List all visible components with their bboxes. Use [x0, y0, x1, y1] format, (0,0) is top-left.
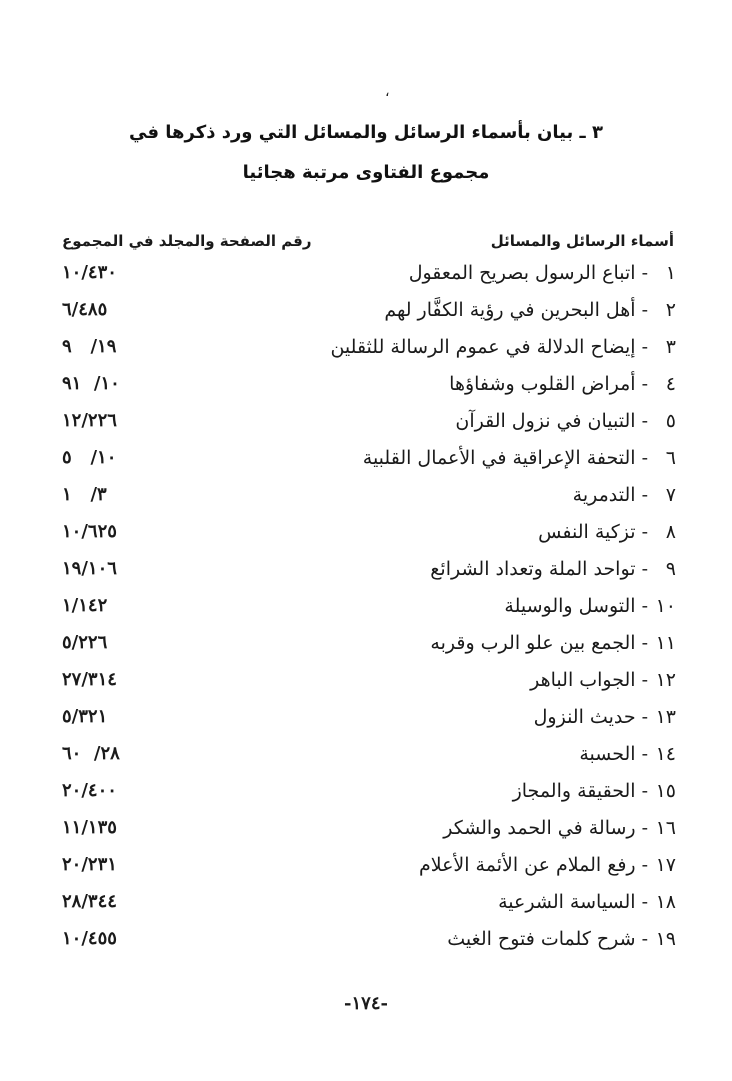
item-dash: -	[641, 928, 648, 950]
item-title	[449, 373, 676, 395]
item-dash: -	[641, 595, 648, 617]
item-dash: -	[641, 632, 648, 654]
item-name: الحسبة	[579, 743, 636, 765]
item-name: اتباع الرسول بصريح المعقول	[408, 262, 636, 284]
item-reference: ٥/٢٢٦	[62, 632, 108, 653]
list-item	[0, 743, 732, 780]
item-number: ١٥	[655, 780, 676, 802]
item-title	[409, 262, 676, 284]
item-dash: -	[641, 891, 648, 913]
item-dash: -	[641, 558, 648, 580]
item-name: التدمرية	[572, 484, 636, 506]
item-name: شرح كلمات فتوح الغيث	[447, 928, 636, 950]
item-reference: ٣/ ١	[62, 484, 107, 505]
item-reference: ٢٠/٤٠٠	[62, 780, 117, 801]
item-name: إيضاح الدلالة في عموم الرسالة للثقلين	[330, 336, 636, 358]
item-number: ١٨	[655, 891, 676, 913]
item-reference: ١٠/ ٩١	[62, 373, 120, 394]
item-title	[504, 595, 676, 617]
item-dash: -	[641, 410, 648, 432]
column-header-names: أسماء الرسائل والمسائل	[490, 232, 674, 250]
item-reference: ٢٨/ ٦٠	[62, 743, 120, 764]
item-number: ١١	[655, 632, 676, 654]
item-dash: -	[641, 521, 648, 543]
item-name: التبيان في نزول القرآن	[455, 410, 636, 432]
column-header-references: رقم الصفحة والمجلد في المجموع	[62, 232, 312, 250]
item-title	[530, 669, 676, 691]
item-dash: -	[641, 817, 648, 839]
item-title	[443, 817, 676, 839]
list-item	[0, 521, 732, 558]
item-title	[579, 743, 676, 765]
list-item	[0, 854, 732, 891]
item-dash: -	[641, 447, 648, 469]
item-title	[513, 780, 676, 802]
list-item	[0, 299, 732, 336]
item-title	[430, 632, 676, 654]
item-reference: ١٠/٤٥٥	[62, 928, 117, 949]
list-item	[0, 632, 732, 669]
item-title	[534, 706, 676, 728]
item-name: الجواب الباهر	[530, 669, 636, 691]
item-dash: -	[641, 373, 648, 395]
item-title	[363, 447, 676, 469]
list-item	[0, 669, 732, 706]
item-name: التحفة الإعراقية في الأعمال القلبية	[362, 447, 636, 469]
item-reference: ١٠/٦٢٥	[62, 521, 117, 542]
list-item	[0, 780, 732, 817]
item-dash: -	[641, 336, 648, 358]
item-dash: -	[641, 854, 648, 876]
item-reference: ٢٠/٢٣١	[62, 854, 117, 875]
item-number: ٧	[665, 484, 676, 506]
top-mark: ،	[385, 84, 390, 100]
item-number: ٥	[665, 410, 676, 432]
item-number: ١٧	[655, 854, 676, 876]
item-name: تزكية النفس	[538, 521, 636, 543]
item-name: السياسة الشرعية	[498, 891, 636, 913]
item-name: رفع الملام عن الأئمة الأعلام	[418, 854, 636, 876]
item-title	[330, 336, 676, 358]
item-title	[455, 410, 676, 432]
list-item	[0, 336, 732, 373]
item-name: أهل البحرين في رؤية الكفَّار لهم	[384, 299, 636, 321]
list-item	[0, 891, 732, 928]
list-item	[0, 558, 732, 595]
item-dash: -	[641, 669, 648, 691]
item-title	[573, 484, 676, 506]
list-item	[0, 262, 732, 299]
item-reference: ٢٧/٣١٤	[62, 669, 117, 690]
item-reference: ٥/٣٢١	[62, 706, 108, 727]
list-item	[0, 410, 732, 447]
item-title	[419, 854, 676, 876]
item-title	[498, 891, 676, 913]
item-dash: -	[641, 299, 648, 321]
list-item	[0, 595, 732, 632]
item-title	[538, 521, 676, 543]
item-number: ٦	[665, 447, 676, 469]
item-reference: ١٩/ ٩	[62, 336, 117, 357]
list-item	[0, 484, 732, 521]
item-name: رسالة في الحمد والشكر	[443, 817, 636, 839]
item-title	[447, 928, 676, 950]
section-title-line-2: مجموع الفتاوى مرتبة هجائيا	[242, 162, 490, 183]
item-number: ٩	[665, 558, 676, 580]
item-number: ١٦	[655, 817, 676, 839]
item-number: ١٩	[655, 928, 676, 950]
item-dash: -	[641, 706, 648, 728]
item-number: ١٢	[655, 669, 676, 691]
item-number: ١٠	[655, 595, 676, 617]
list-item	[0, 817, 732, 854]
item-title	[384, 299, 676, 321]
item-number: ٣	[665, 336, 676, 358]
item-name: حديث النزول	[533, 706, 636, 728]
item-number: ١	[665, 262, 676, 284]
item-reference: ١١/١٣٥	[62, 817, 117, 838]
item-reference: ٢٨/٣٤٤	[62, 891, 117, 912]
item-number: ٢	[665, 299, 676, 321]
item-number: ٤	[665, 373, 676, 395]
list-item	[0, 373, 732, 410]
list-item	[0, 447, 732, 484]
item-reference: ١٩/١٠٦	[62, 558, 117, 579]
page-number: -١٧٤-	[344, 993, 388, 1014]
item-name: الجمع بين علو الرب وقربه	[430, 632, 636, 654]
item-name: أمراض القلوب وشفاؤها	[449, 373, 636, 395]
item-dash: -	[641, 780, 648, 802]
list-item	[0, 928, 732, 965]
item-dash: -	[641, 484, 648, 506]
item-dash: -	[641, 262, 648, 284]
item-reference: ١٠/ ٥	[62, 447, 117, 468]
item-reference: ١٢/٢٢٦	[62, 410, 117, 431]
item-reference: ١٠/٤٣٠	[62, 262, 117, 283]
list-item	[0, 706, 732, 743]
item-name: الحقيقة والمجاز	[512, 780, 636, 802]
item-reference: ٦/٤٨٥	[62, 299, 108, 320]
item-name: التوسل والوسيلة	[504, 595, 636, 617]
item-number: ١٤	[655, 743, 676, 765]
index-list	[0, 262, 732, 965]
section-title-line-1: ٣ ـ بيان بأسماء الرسائل والمسائل التي ورد ذكرها في	[129, 122, 603, 143]
item-reference: ١/١٤٢	[62, 595, 108, 616]
item-number: ٨	[665, 521, 676, 543]
item-number: ١٣	[655, 706, 676, 728]
item-dash: -	[641, 743, 648, 765]
item-title	[430, 558, 676, 580]
item-name: تواحد الملة وتعداد الشرائع	[430, 558, 636, 580]
